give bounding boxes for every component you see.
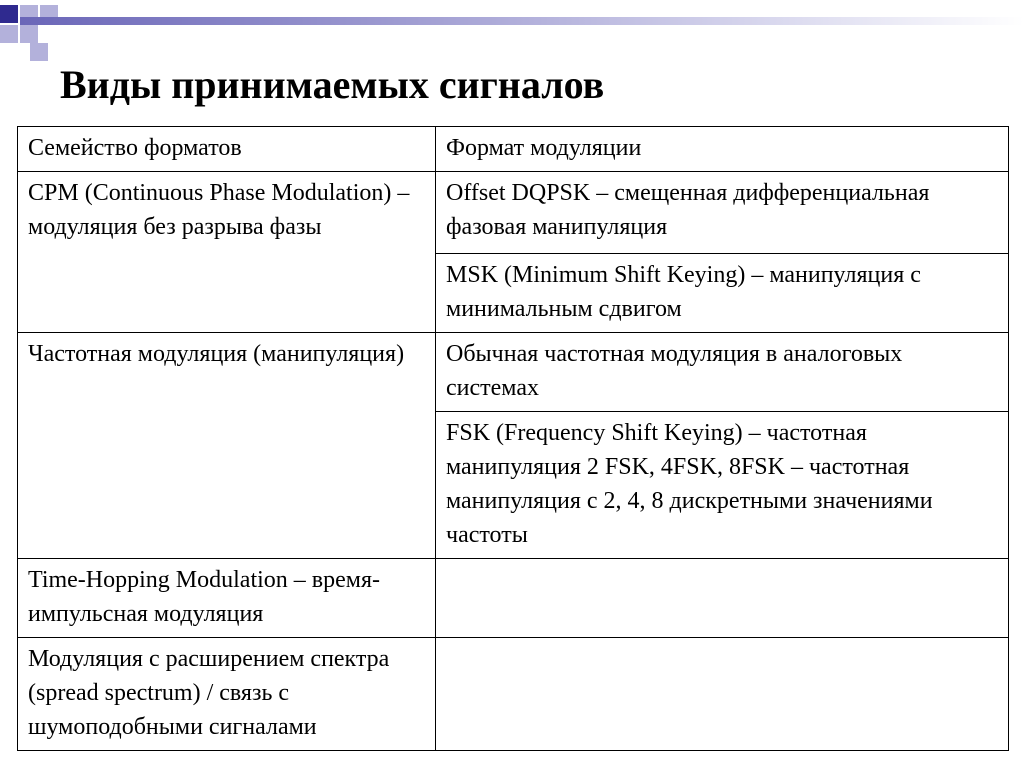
- title-gradient-bar: [20, 17, 1024, 25]
- table-header-row: [18, 127, 1009, 172]
- table-row: [18, 333, 1009, 412]
- deco-square-light: [0, 25, 18, 43]
- page-title: Виды принимаемых сигналов: [60, 62, 605, 107]
- format-cell: [436, 559, 1009, 638]
- deco-square-light: [20, 25, 38, 43]
- family-cell: Частотная модуляция (манипуляция): [18, 333, 436, 559]
- table-row: [18, 559, 1009, 638]
- family-cell: CPM (Continuous Phase Modulation) – модуляция без разрыва фазы: [18, 172, 436, 333]
- family-cell: Модуляция с расширением спектра (spread spectrum) / связь с шумоподобными сигналами: [18, 638, 436, 751]
- format-cell: MSK (Minimum Shift Keying) – манипуляция с минимальным сдвигом: [436, 254, 1009, 333]
- table-row: [18, 638, 1009, 751]
- deco-square-dark: [0, 5, 18, 23]
- deco-square-light: [30, 43, 48, 61]
- format-cell: Обычная частотная модуляция в аналоговых системах: [436, 333, 1009, 412]
- column-header-modulation: Формат модуляции: [436, 127, 1009, 172]
- format-cell: [436, 638, 1009, 751]
- column-header-family: Семейство форматов: [18, 127, 436, 172]
- format-cell: FSK (Frequency Shift Keying) – частотная манипуляция 2 FSK, 4FSK, 8FSK – частотная манипуляция с 2, 4, 8 дискретными значениями частоты: [436, 412, 1009, 559]
- table-row: [18, 172, 1009, 254]
- modulation-formats-table: [17, 126, 1009, 751]
- family-cell: Time-Hopping Modulation – время-импульсная модуляция: [18, 559, 436, 638]
- format-cell: Offset DQPSK – смещенная дифференциальная фазовая манипуляция: [436, 172, 1009, 254]
